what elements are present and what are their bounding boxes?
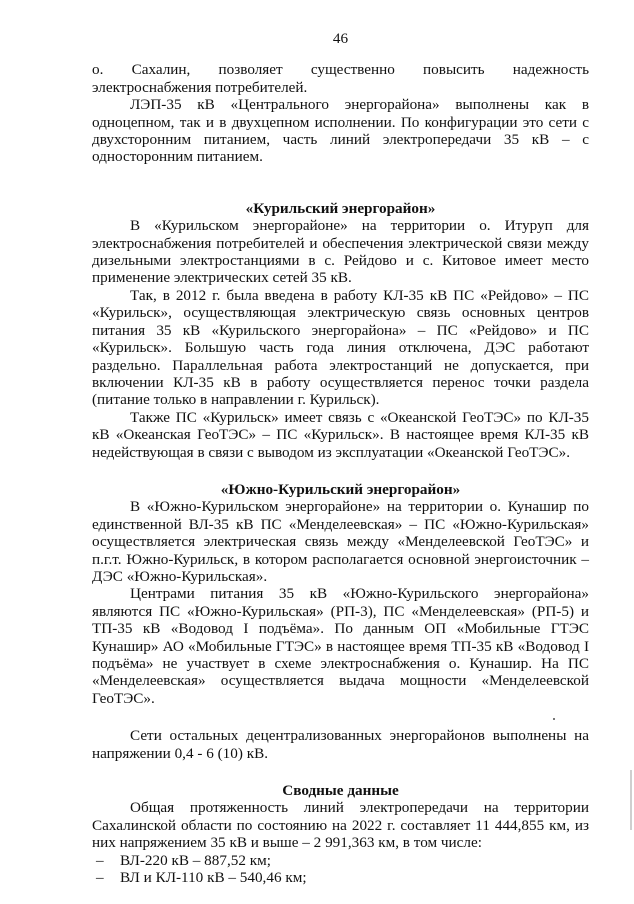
paragraph-central-lines: ЛЭП-35 кВ «Центрального энергорайона» выполнены как в одноцепном, так и в двухцепном исполнении. По конфигурации это сети с двухсторонним питанием, часть линий электропередачи 35 кВ – с односторонним питанием. [92,96,589,166]
page-number: 46 [332,30,349,47]
heading-summary-data: Сводные данные [282,782,399,800]
document-page [92,30,589,886]
paragraph-kuril-3: Также ПС «Курильск» имеет связь с «Океанской ГеоТЭС» по КЛ-35 кВ «Океанская ГеоТЭС» – ПС «Курильск». В настоящее время КЛ-35 кВ недействующая в связи с выводом из эксплуатации «Океанской ГеоТЭС». [92,408,589,461]
list-item [92,869,589,886]
list-item-text: ВЛ-220 кВ – 887,52 км; [120,851,271,869]
paragraph-kuril-2: Так, в 2012 г. была введена в работу КЛ-35 кВ ПС «Рейдово» – ПС «Курильск», осуществляющая электрическую связь основных центров питания 35 кВ «Курильского энергорайона» – ПС «Рейдово» и ПС «Курильск». Большую часть года линия отключена, ДЭС работают раздельно. Параллельная работа электростанций не допускается, при включении КЛ-35 кВ в работу осуществляется перенос точки раздела (питание только в направлении г. Курильск). [92,286,589,409]
paragraph-south-kuril-1: В «Южно-Курильском энергорайоне» на территории о. Кунашир по единственной ВЛ-35 кВ ПС «Менделеевская» – ПС «Южно-Курильская» осуществляется электрическая связь между «Менделеевской ГеоТЭС» и п.г.т. Южно-Курильск, в котором располагается основной энергоисточник – ДЭС «Южно-Курильская». [92,498,589,585]
paragraph-south-kuril-2: Центрами питания 35 кВ «Южно-Курильского энергорайона» являются ПС «Южно-Курильская» (РП-3), ПС «Менделеевская» (РП-5) и ТП-35 кВ «Водовод I подъёма». По данным ОП «Мобильные ГТЭС Кунашир» АО «Мобильные ГТЭС» в настоящее время ТП-35 кВ «Водовод I подъёма» не участвует в схеме электроснабжения о. Кунашир. На ПС «Менделеевская» осуществляется выдача мощности «Менделеевской ГеоТЭС». [92,585,589,707]
list-item [92,852,589,869]
paragraph-other-networks: Сети остальных децентрализованных энергорайонов выполнены на напряжении 0,4 - 6 (10) кВ. [92,727,589,762]
scan-edge-mark [630,770,632,830]
list-item-text: ВЛ и КЛ-110 кВ – 540,46 км; [120,869,307,887]
list-dash: – [96,851,104,869]
line-length-list [92,852,589,887]
paragraph-kuril-1: В «Курильском энергорайоне» на территории о. Итуруп для электроснабжения потребителей и обеспечения электрической связи между дизельными электростанциями в с. Рейдово и с. Китовое имеет место применение электрических сетей 35 кВ. [92,217,589,287]
paragraph-summary: Общая протяженность линий электропередачи на территории Сахалинской области по состоянию на 2022 г. составляет 11 444,855 км, из них напряжением 35 кВ и выше – 2 991,363 км, в том числе: [92,799,589,852]
scan-dot [553,718,555,720]
list-dash: – [96,869,104,887]
paragraph-sakhalin-continuation: о. Сахалин, позволяет существенно повысить надежность электроснабжения потребителей. [92,61,589,96]
heading-kuril-district: «Курильский энергорайон» [245,199,436,217]
heading-south-kuril-district: «Южно-Курильский энергорайон» [220,480,461,498]
